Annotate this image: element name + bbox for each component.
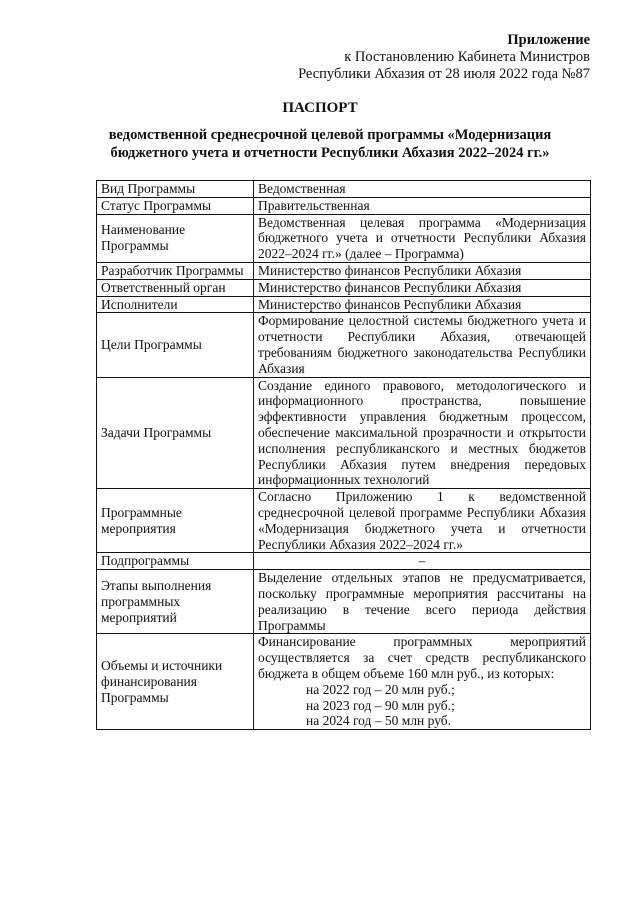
- row-program-goals: [97, 313, 591, 377]
- row-funding: [97, 634, 591, 730]
- row-program-name: [97, 214, 591, 262]
- appendix-title: Приложение: [507, 32, 590, 48]
- label-subprograms: Подпрограммы: [97, 553, 254, 570]
- label-executors: Исполнители: [97, 296, 254, 313]
- value-program-name: Ведомственная целевая программа «Модернизация бюджетного учета и отчетности Республики Абхазия 2022–2024 гг.» (далее – Программа): [254, 214, 591, 262]
- subtitle-line-1: ведомственной среднесрочной целевой программы «Модернизация: [108, 127, 552, 143]
- label-program-name: Наименование Программы: [97, 214, 254, 262]
- funding-year-2023: на 2023 год – 90 млн руб.;: [306, 697, 455, 713]
- funding-description: Финансирование программных мероприятий осуществляется за счет средств республиканского бюджета в общем объеме 160 млн руб., из которых:: [258, 634, 586, 681]
- label-funding: Объемы и источники финансирования Программы: [97, 634, 254, 730]
- row-executors: [97, 296, 591, 313]
- value-program-type: Ведомственная: [254, 181, 591, 198]
- funding-year-2024: на 2024 год – 50 млн руб.: [306, 713, 452, 729]
- appendix-line-2: Республики Абхазия от 28 июля 2022 года №87: [298, 66, 590, 82]
- value-program-goals: Формирование целостной системы бюджетного учета и отчетности Республики Абхазия, отвечающей требованиям бюджетного законодательства Республики Абхазия: [254, 313, 591, 377]
- row-responsible-body: [97, 279, 591, 296]
- value-funding: [254, 634, 591, 730]
- value-program-developer: Министерство финансов Республики Абхазия: [254, 262, 591, 279]
- row-program-status: [97, 197, 591, 214]
- passport-table: [96, 180, 591, 730]
- appendix-line-1: к Постановлению Кабинета Министров: [344, 49, 590, 65]
- label-stages: Этапы выполнения программных мероприятий: [97, 570, 254, 634]
- row-program-measures: [97, 489, 591, 553]
- appendix-header: [298, 32, 590, 83]
- label-program-developer: Разработчик Программы: [97, 262, 254, 279]
- label-program-tasks: Задачи Программы: [97, 377, 254, 489]
- row-stages: [97, 570, 591, 634]
- label-program-measures: Программные мероприятия: [97, 489, 254, 553]
- label-program-type: Вид Программы: [97, 181, 254, 198]
- label-program-status: Статус Программы: [97, 197, 254, 214]
- label-program-goals: Цели Программы: [97, 313, 254, 377]
- subtitle-line-2: бюджетного учета и отчетности Республики Абхазия 2022–2024 гг.»: [110, 145, 550, 161]
- row-program-developer: [97, 262, 591, 279]
- label-responsible-body: Ответственный орган: [97, 279, 254, 296]
- funding-year-2022: на 2022 год – 20 млн руб.;: [306, 681, 455, 697]
- value-program-measures: Согласно Приложению 1 к ведомственной среднесрочной целевой программе Республики Абхазия «Модернизация бюджетного учета и отчетности Республики Абхазия 2022–2024 гг.»: [254, 489, 591, 553]
- value-executors: Министерство финансов Республики Абхазия: [254, 296, 591, 313]
- value-program-status: Правительственная: [254, 197, 591, 214]
- row-program-type: [97, 181, 591, 198]
- value-responsible-body: Министерство финансов Республики Абхазия: [254, 279, 591, 296]
- value-subprograms: –: [254, 553, 591, 570]
- value-program-tasks: Создание единого правового, методологического и информационного пространства, повышение эффективности управления бюджетным процессом, обеспечение максимальной прозрачности и открытости исполнения республиканского и местных бюджетов Республики Абхазия путем внедрения передовых информационных технологий: [254, 377, 591, 489]
- row-subprograms: [97, 553, 591, 570]
- row-program-tasks: [97, 377, 591, 489]
- document-subtitle: [90, 126, 570, 162]
- document-title: ПАСПОРТ: [282, 100, 358, 116]
- value-stages: Выделение отдельных этапов не предусматривается, поскольку программные мероприятия рассчитаны на реализацию в течение всего периода действия Программы: [254, 570, 591, 634]
